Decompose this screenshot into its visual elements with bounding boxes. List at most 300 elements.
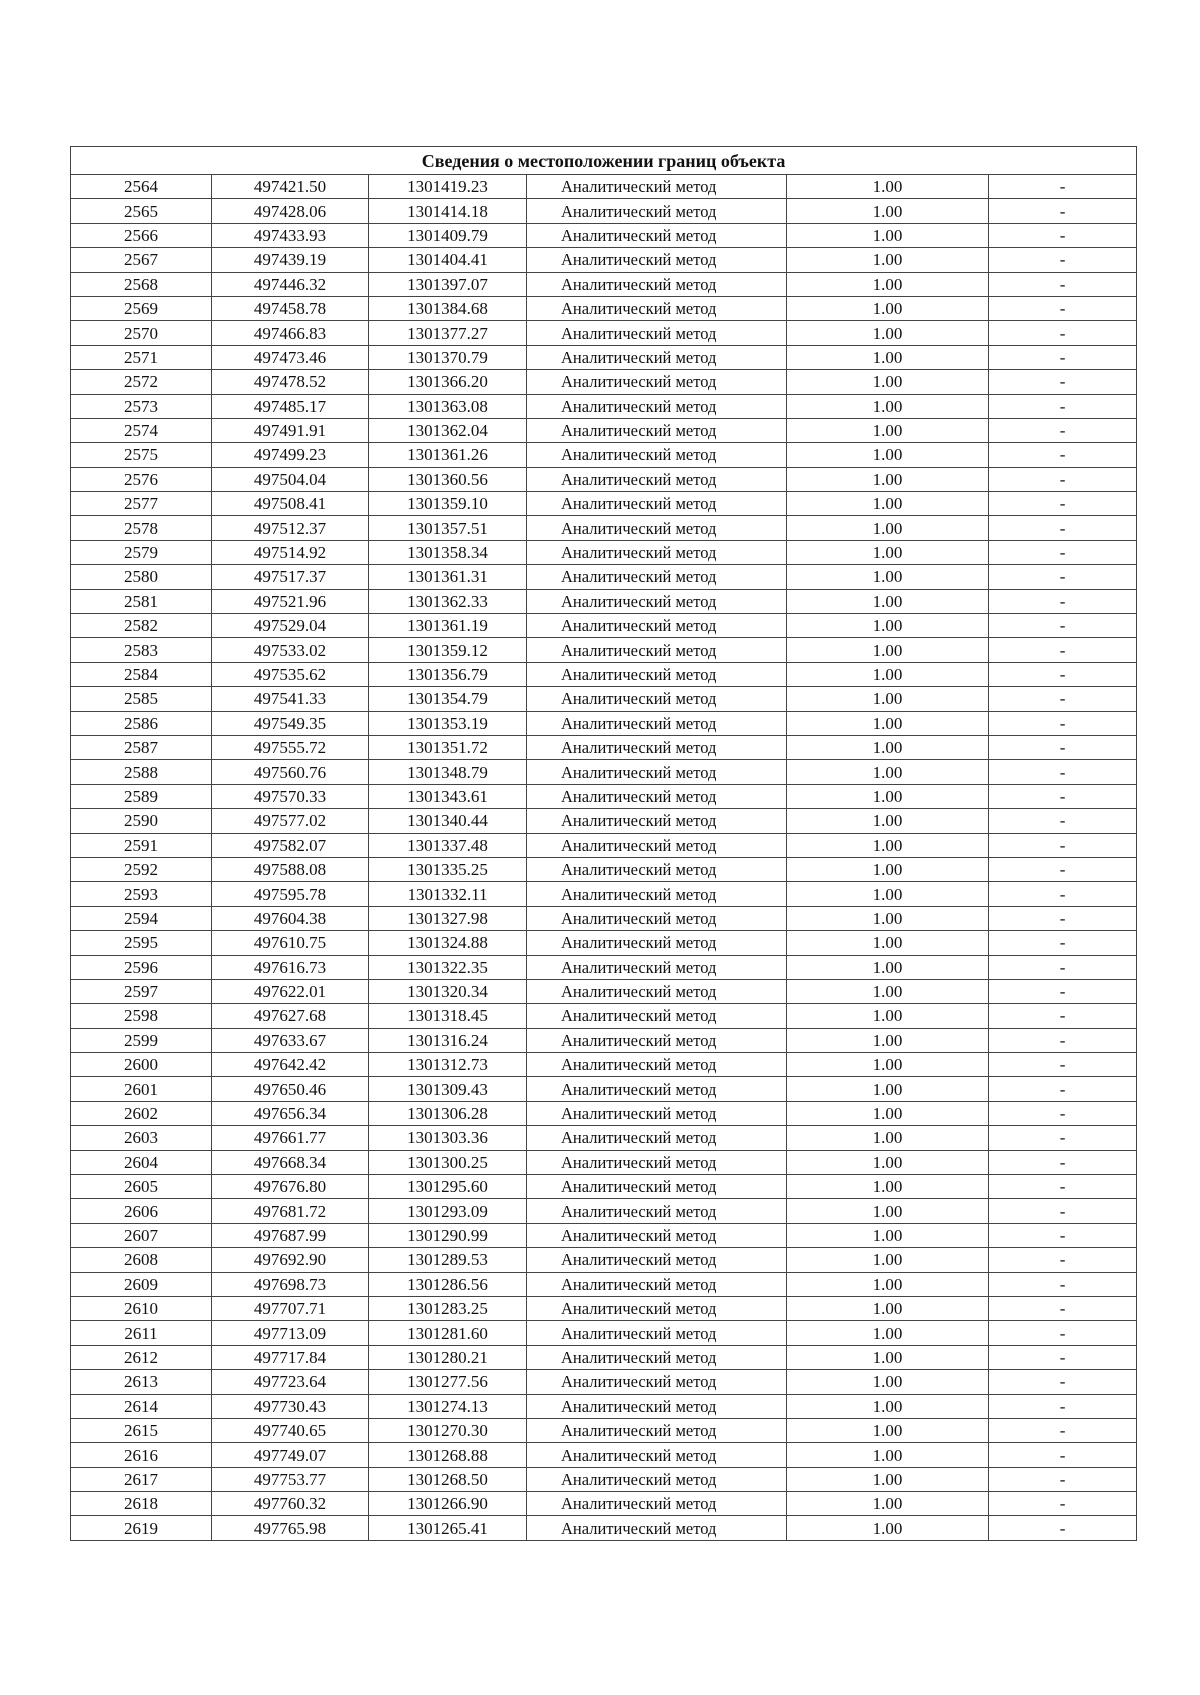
point-number-cell: 2576 (71, 467, 212, 491)
accuracy-cell: 1.00 (787, 760, 989, 784)
table-row (71, 1394, 1137, 1418)
x-coordinate-cell: 497687.99 (212, 1223, 369, 1247)
table-row (71, 931, 1137, 955)
y-coordinate-cell: 1301419.23 (369, 175, 527, 199)
y-coordinate-cell: 1301268.50 (369, 1467, 527, 1491)
y-coordinate-cell: 1301363.08 (369, 394, 527, 418)
method-cell: Аналитический метод (527, 199, 787, 223)
method-cell: Аналитический метод (527, 760, 787, 784)
accuracy-cell: 1.00 (787, 1272, 989, 1296)
x-coordinate-cell: 497713.09 (212, 1321, 369, 1345)
point-number-cell: 2589 (71, 784, 212, 808)
y-coordinate-cell: 1301362.04 (369, 418, 527, 442)
y-coordinate-cell: 1301354.79 (369, 687, 527, 711)
x-coordinate-cell: 497485.17 (212, 394, 369, 418)
x-coordinate-cell: 497439.19 (212, 248, 369, 272)
accuracy-cell: 1.00 (787, 906, 989, 930)
table-row (71, 565, 1137, 589)
method-cell: Аналитический метод (527, 784, 787, 808)
x-coordinate-cell: 497549.35 (212, 711, 369, 735)
method-cell: Аналитический метод (527, 1150, 787, 1174)
y-coordinate-cell: 1301361.31 (369, 565, 527, 589)
accuracy-cell: 1.00 (787, 857, 989, 881)
point-number-cell: 2567 (71, 248, 212, 272)
y-coordinate-cell: 1301327.98 (369, 906, 527, 930)
x-coordinate-cell: 497633.67 (212, 1028, 369, 1052)
description-cell: - (989, 1223, 1137, 1247)
method-cell: Аналитический метод (527, 1443, 787, 1467)
description-cell: - (989, 175, 1137, 199)
x-coordinate-cell: 497512.37 (212, 516, 369, 540)
accuracy-cell: 1.00 (787, 370, 989, 394)
y-coordinate-cell: 1301266.90 (369, 1492, 527, 1516)
point-number-cell: 2596 (71, 955, 212, 979)
x-coordinate-cell: 497555.72 (212, 735, 369, 759)
description-cell: - (989, 1272, 1137, 1296)
accuracy-cell: 1.00 (787, 1370, 989, 1394)
accuracy-cell: 1.00 (787, 418, 989, 442)
y-coordinate-cell: 1301320.34 (369, 979, 527, 1003)
table-row (71, 711, 1137, 735)
description-cell: - (989, 735, 1137, 759)
method-cell: Аналитический метод (527, 711, 787, 735)
point-number-cell: 2610 (71, 1296, 212, 1320)
table-row (71, 1272, 1137, 1296)
x-coordinate-cell: 497627.68 (212, 1004, 369, 1028)
accuracy-cell: 1.00 (787, 1394, 989, 1418)
table-row (71, 662, 1137, 686)
table-row (71, 1443, 1137, 1467)
description-cell: - (989, 906, 1137, 930)
method-cell: Аналитический метод (527, 833, 787, 857)
point-number-cell: 2614 (71, 1394, 212, 1418)
description-cell: - (989, 589, 1137, 613)
accuracy-cell: 1.00 (787, 1053, 989, 1077)
y-coordinate-cell: 1301351.72 (369, 735, 527, 759)
point-number-cell: 2592 (71, 857, 212, 881)
accuracy-cell: 1.00 (787, 882, 989, 906)
x-coordinate-cell: 497656.34 (212, 1101, 369, 1125)
accuracy-cell: 1.00 (787, 809, 989, 833)
point-number-cell: 2616 (71, 1443, 212, 1467)
x-coordinate-cell: 497642.42 (212, 1053, 369, 1077)
y-coordinate-cell: 1301289.53 (369, 1248, 527, 1272)
table-row (71, 614, 1137, 638)
y-coordinate-cell: 1301332.11 (369, 882, 527, 906)
description-cell: - (989, 760, 1137, 784)
accuracy-cell: 1.00 (787, 272, 989, 296)
accuracy-cell: 1.00 (787, 1150, 989, 1174)
accuracy-cell: 1.00 (787, 662, 989, 686)
table-row (71, 1004, 1137, 1028)
point-number-cell: 2582 (71, 614, 212, 638)
accuracy-cell: 1.00 (787, 614, 989, 638)
method-cell: Аналитический метод (527, 1370, 787, 1394)
method-cell: Аналитический метод (527, 735, 787, 759)
x-coordinate-cell: 497668.34 (212, 1150, 369, 1174)
point-number-cell: 2604 (71, 1150, 212, 1174)
table-row (71, 760, 1137, 784)
method-cell: Аналитический метод (527, 1199, 787, 1223)
method-cell: Аналитический метод (527, 906, 787, 930)
description-cell: - (989, 1004, 1137, 1028)
x-coordinate-cell: 497533.02 (212, 638, 369, 662)
method-cell: Аналитический метод (527, 540, 787, 564)
accuracy-cell: 1.00 (787, 589, 989, 613)
x-coordinate-cell: 497560.76 (212, 760, 369, 784)
description-cell: - (989, 223, 1137, 247)
table-row (71, 1077, 1137, 1101)
accuracy-cell: 1.00 (787, 345, 989, 369)
y-coordinate-cell: 1301309.43 (369, 1077, 527, 1101)
y-coordinate-cell: 1301343.61 (369, 784, 527, 808)
description-cell: - (989, 1101, 1137, 1125)
description-cell: - (989, 394, 1137, 418)
y-coordinate-cell: 1301361.26 (369, 443, 527, 467)
y-coordinate-cell: 1301361.19 (369, 614, 527, 638)
accuracy-cell: 1.00 (787, 955, 989, 979)
table-title: Сведения о местоположении границ объекта (71, 147, 1137, 175)
x-coordinate-cell: 497650.46 (212, 1077, 369, 1101)
x-coordinate-cell: 497421.50 (212, 175, 369, 199)
point-number-cell: 2568 (71, 272, 212, 296)
point-number-cell: 2618 (71, 1492, 212, 1516)
description-cell: - (989, 614, 1137, 638)
table-row (71, 1345, 1137, 1369)
accuracy-cell: 1.00 (787, 1028, 989, 1052)
y-coordinate-cell: 1301384.68 (369, 296, 527, 320)
table-row (71, 1321, 1137, 1345)
table-row (71, 223, 1137, 247)
description-cell: - (989, 272, 1137, 296)
x-coordinate-cell: 497582.07 (212, 833, 369, 857)
method-cell: Аналитический метод (527, 492, 787, 516)
accuracy-cell: 1.00 (787, 1126, 989, 1150)
description-cell: - (989, 565, 1137, 589)
y-coordinate-cell: 1301357.51 (369, 516, 527, 540)
method-cell: Аналитический метод (527, 565, 787, 589)
method-cell: Аналитический метод (527, 857, 787, 881)
point-number-cell: 2591 (71, 833, 212, 857)
description-cell: - (989, 1516, 1137, 1540)
description-cell: - (989, 1492, 1137, 1516)
table-row (71, 492, 1137, 516)
y-coordinate-cell: 1301306.28 (369, 1101, 527, 1125)
accuracy-cell: 1.00 (787, 1101, 989, 1125)
y-coordinate-cell: 1301360.56 (369, 467, 527, 491)
description-cell: - (989, 882, 1137, 906)
description-cell: - (989, 1321, 1137, 1345)
table-row (71, 1199, 1137, 1223)
point-number-cell: 2595 (71, 931, 212, 955)
x-coordinate-cell: 497433.93 (212, 223, 369, 247)
accuracy-cell: 1.00 (787, 1516, 989, 1540)
accuracy-cell: 1.00 (787, 1175, 989, 1199)
table-row (71, 906, 1137, 930)
y-coordinate-cell: 1301265.41 (369, 1516, 527, 1540)
y-coordinate-cell: 1301318.45 (369, 1004, 527, 1028)
description-cell: - (989, 321, 1137, 345)
point-number-cell: 2619 (71, 1516, 212, 1540)
x-coordinate-cell: 497588.08 (212, 857, 369, 881)
y-coordinate-cell: 1301340.44 (369, 809, 527, 833)
y-coordinate-cell: 1301353.19 (369, 711, 527, 735)
point-number-cell: 2605 (71, 1175, 212, 1199)
x-coordinate-cell: 497458.78 (212, 296, 369, 320)
method-cell: Аналитический метод (527, 418, 787, 442)
table-row (71, 979, 1137, 1003)
description-cell: - (989, 492, 1137, 516)
x-coordinate-cell: 497499.23 (212, 443, 369, 467)
method-cell: Аналитический метод (527, 345, 787, 369)
method-cell: Аналитический метод (527, 370, 787, 394)
point-number-cell: 2607 (71, 1223, 212, 1247)
table-row (71, 418, 1137, 442)
accuracy-cell: 1.00 (787, 296, 989, 320)
table-row (71, 1175, 1137, 1199)
table-row (71, 1492, 1137, 1516)
method-cell: Аналитический метод (527, 1101, 787, 1125)
method-cell: Аналитический метод (527, 443, 787, 467)
accuracy-cell: 1.00 (787, 1321, 989, 1345)
method-cell: Аналитический метод (527, 1492, 787, 1516)
description-cell: - (989, 711, 1137, 735)
method-cell: Аналитический метод (527, 687, 787, 711)
y-coordinate-cell: 1301312.73 (369, 1053, 527, 1077)
table-row (71, 784, 1137, 808)
y-coordinate-cell: 1301283.25 (369, 1296, 527, 1320)
x-coordinate-cell: 497504.04 (212, 467, 369, 491)
table-row (71, 540, 1137, 564)
accuracy-cell: 1.00 (787, 687, 989, 711)
point-number-cell: 2572 (71, 370, 212, 394)
table-row (71, 1150, 1137, 1174)
table-row (71, 272, 1137, 296)
method-cell: Аналитический метод (527, 1077, 787, 1101)
point-number-cell: 2585 (71, 687, 212, 711)
accuracy-cell: 1.00 (787, 1443, 989, 1467)
accuracy-cell: 1.00 (787, 199, 989, 223)
method-cell: Аналитический метод (527, 662, 787, 686)
table-row (71, 394, 1137, 418)
method-cell: Аналитический метод (527, 1467, 787, 1491)
description-cell: - (989, 1028, 1137, 1052)
x-coordinate-cell: 497473.46 (212, 345, 369, 369)
description-cell: - (989, 418, 1137, 442)
accuracy-cell: 1.00 (787, 1223, 989, 1247)
y-coordinate-cell: 1301316.24 (369, 1028, 527, 1052)
point-number-cell: 2584 (71, 662, 212, 686)
table-row (71, 1248, 1137, 1272)
accuracy-cell: 1.00 (787, 223, 989, 247)
x-coordinate-cell: 497610.75 (212, 931, 369, 955)
accuracy-cell: 1.00 (787, 1248, 989, 1272)
point-number-cell: 2570 (71, 321, 212, 345)
x-coordinate-cell: 497740.65 (212, 1418, 369, 1442)
y-coordinate-cell: 1301359.12 (369, 638, 527, 662)
table-caption-row (71, 147, 1137, 175)
point-number-cell: 2594 (71, 906, 212, 930)
table-row (71, 321, 1137, 345)
method-cell: Аналитический метод (527, 1272, 787, 1296)
y-coordinate-cell: 1301358.34 (369, 540, 527, 564)
point-number-cell: 2593 (71, 882, 212, 906)
table-row (71, 1418, 1137, 1442)
y-coordinate-cell: 1301366.20 (369, 370, 527, 394)
point-number-cell: 2612 (71, 1345, 212, 1369)
description-cell: - (989, 1150, 1137, 1174)
description-cell: - (989, 199, 1137, 223)
point-number-cell: 2597 (71, 979, 212, 1003)
x-coordinate-cell: 497541.33 (212, 687, 369, 711)
table-row (71, 882, 1137, 906)
method-cell: Аналитический метод (527, 1418, 787, 1442)
table-row (71, 833, 1137, 857)
y-coordinate-cell: 1301281.60 (369, 1321, 527, 1345)
description-cell: - (989, 662, 1137, 686)
x-coordinate-cell: 497535.62 (212, 662, 369, 686)
table-row (71, 296, 1137, 320)
description-cell: - (989, 833, 1137, 857)
method-cell: Аналитический метод (527, 614, 787, 638)
method-cell: Аналитический метод (527, 638, 787, 662)
description-cell: - (989, 1370, 1137, 1394)
description-cell: - (989, 1394, 1137, 1418)
accuracy-cell: 1.00 (787, 931, 989, 955)
point-number-cell: 2598 (71, 1004, 212, 1028)
x-coordinate-cell: 497723.64 (212, 1370, 369, 1394)
table-body (71, 175, 1137, 1541)
y-coordinate-cell: 1301359.10 (369, 492, 527, 516)
x-coordinate-cell: 497529.04 (212, 614, 369, 638)
point-number-cell: 2599 (71, 1028, 212, 1052)
table-row (71, 1516, 1137, 1540)
accuracy-cell: 1.00 (787, 784, 989, 808)
boundary-table-sheet (70, 146, 1136, 1541)
table-row (71, 248, 1137, 272)
point-number-cell: 2564 (71, 175, 212, 199)
description-cell: - (989, 687, 1137, 711)
y-coordinate-cell: 1301362.33 (369, 589, 527, 613)
description-cell: - (989, 1175, 1137, 1199)
point-number-cell: 2573 (71, 394, 212, 418)
accuracy-cell: 1.00 (787, 1418, 989, 1442)
x-coordinate-cell: 497491.91 (212, 418, 369, 442)
table-row (71, 1028, 1137, 1052)
description-cell: - (989, 1443, 1137, 1467)
point-number-cell: 2579 (71, 540, 212, 564)
description-cell: - (989, 370, 1137, 394)
accuracy-cell: 1.00 (787, 443, 989, 467)
method-cell: Аналитический метод (527, 1053, 787, 1077)
description-cell: - (989, 540, 1137, 564)
method-cell: Аналитический метод (527, 1345, 787, 1369)
x-coordinate-cell: 497577.02 (212, 809, 369, 833)
table-row (71, 1101, 1137, 1125)
accuracy-cell: 1.00 (787, 248, 989, 272)
point-number-cell: 2609 (71, 1272, 212, 1296)
y-coordinate-cell: 1301295.60 (369, 1175, 527, 1199)
x-coordinate-cell: 497753.77 (212, 1467, 369, 1491)
description-cell: - (989, 1053, 1137, 1077)
method-cell: Аналитический метод (527, 248, 787, 272)
accuracy-cell: 1.00 (787, 833, 989, 857)
description-cell: - (989, 979, 1137, 1003)
accuracy-cell: 1.00 (787, 1004, 989, 1028)
x-coordinate-cell: 497760.32 (212, 1492, 369, 1516)
point-number-cell: 2566 (71, 223, 212, 247)
accuracy-cell: 1.00 (787, 1077, 989, 1101)
description-cell: - (989, 1296, 1137, 1320)
table-row (71, 175, 1137, 199)
x-coordinate-cell: 497478.52 (212, 370, 369, 394)
description-cell: - (989, 296, 1137, 320)
point-number-cell: 2565 (71, 199, 212, 223)
y-coordinate-cell: 1301324.88 (369, 931, 527, 955)
point-number-cell: 2583 (71, 638, 212, 662)
y-coordinate-cell: 1301322.35 (369, 955, 527, 979)
method-cell: Аналитический метод (527, 1223, 787, 1247)
description-cell: - (989, 638, 1137, 662)
method-cell: Аналитический метод (527, 955, 787, 979)
point-number-cell: 2603 (71, 1126, 212, 1150)
point-number-cell: 2590 (71, 809, 212, 833)
method-cell: Аналитический метод (527, 1321, 787, 1345)
method-cell: Аналитический метод (527, 1248, 787, 1272)
y-coordinate-cell: 1301404.41 (369, 248, 527, 272)
table-row (71, 516, 1137, 540)
table-row (71, 1053, 1137, 1077)
method-cell: Аналитический метод (527, 1175, 787, 1199)
point-number-cell: 2588 (71, 760, 212, 784)
point-number-cell: 2578 (71, 516, 212, 540)
method-cell: Аналитический метод (527, 1028, 787, 1052)
y-coordinate-cell: 1301409.79 (369, 223, 527, 247)
y-coordinate-cell: 1301337.48 (369, 833, 527, 857)
method-cell: Аналитический метод (527, 931, 787, 955)
x-coordinate-cell: 497508.41 (212, 492, 369, 516)
method-cell: Аналитический метод (527, 809, 787, 833)
x-coordinate-cell: 497730.43 (212, 1394, 369, 1418)
x-coordinate-cell: 497622.01 (212, 979, 369, 1003)
method-cell: Аналитический метод (527, 296, 787, 320)
y-coordinate-cell: 1301293.09 (369, 1199, 527, 1223)
description-cell: - (989, 516, 1137, 540)
point-number-cell: 2574 (71, 418, 212, 442)
y-coordinate-cell: 1301397.07 (369, 272, 527, 296)
table-row (71, 589, 1137, 613)
x-coordinate-cell: 497514.92 (212, 540, 369, 564)
accuracy-cell: 1.00 (787, 711, 989, 735)
x-coordinate-cell: 497765.98 (212, 1516, 369, 1540)
x-coordinate-cell: 497692.90 (212, 1248, 369, 1272)
x-coordinate-cell: 497681.72 (212, 1199, 369, 1223)
description-cell: - (989, 809, 1137, 833)
table-row (71, 1296, 1137, 1320)
y-coordinate-cell: 1301274.13 (369, 1394, 527, 1418)
y-coordinate-cell: 1301370.79 (369, 345, 527, 369)
y-coordinate-cell: 1301335.25 (369, 857, 527, 881)
description-cell: - (989, 467, 1137, 491)
x-coordinate-cell: 497676.80 (212, 1175, 369, 1199)
table-row (71, 199, 1137, 223)
method-cell: Аналитический метод (527, 394, 787, 418)
accuracy-cell: 1.00 (787, 1199, 989, 1223)
table-row (71, 735, 1137, 759)
accuracy-cell: 1.00 (787, 467, 989, 491)
description-cell: - (989, 1199, 1137, 1223)
description-cell: - (989, 1126, 1137, 1150)
